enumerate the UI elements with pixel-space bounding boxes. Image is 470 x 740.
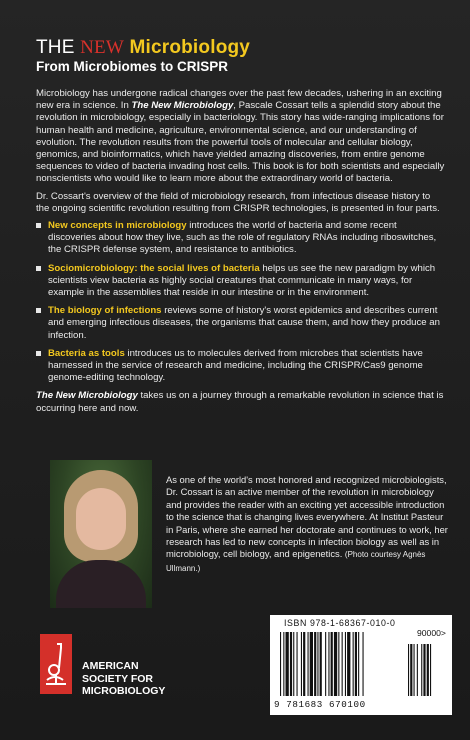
book-title	[36, 38, 250, 58]
bullet-square-icon	[36, 308, 41, 313]
bullet-square-icon	[36, 223, 41, 228]
publisher-name: AMERICAN SOCIETY FOR MICROBIOLOGY	[82, 660, 166, 697]
part-text: introduces us to molecules derived from microbes that scientists have harnessed in the service of research and medicine, including the CRISPR/Cas9 genome genome-editing technology.	[48, 347, 423, 384]
part-title: Bacteria as tools	[48, 347, 125, 359]
book-subtitle: From Microbiomes to CRISPR	[36, 59, 229, 74]
bullet-square-icon	[36, 351, 41, 356]
microscope-logo-icon	[40, 634, 72, 694]
title-block	[36, 38, 250, 74]
intro-paragraph-2: Dr. Cossart's overview of the field of microbiology research, from infectious disease history to the ongoing scientific revolution resulting from CRISPR technologies, is presented in four parts.	[36, 190, 440, 214]
part-text: helps us see the new paradigm by which scientists view bacteria as highly social creatures that communicate in many ways, for example in the assemblies that reside in our intestine or in the environment.	[48, 262, 436, 299]
title-the: THE	[36, 37, 75, 58]
part-title: Sociomicrobiology: the social lives of bacteria	[48, 262, 260, 274]
part-title: The biology of infections	[48, 305, 162, 317]
part-text: introduces the world of bacteria and some recent discoveries about how they live, such as the role of regulatory RNAs including riboswitches, the CRISPR defense system, and resistance to antibiotics.	[48, 220, 437, 256]
list-item	[36, 263, 446, 300]
photo-credit: (Photo courtesy Agnès Ullmann.)	[166, 550, 426, 573]
bio-text: As one of the world's most honored and recognized microbiologists, Dr. Cossart is an active member of the revolution in microbiology and provides the reader with an exciting yet accessible introduction to the science that is changing lives everywhere. At Institut Pasteur in Paris, where she earned her doctorate and continues to work, her research has led to new concepts in infection biology as well as in microbiology, cell biology, and epigenetics.	[166, 474, 448, 560]
title-new: NEW	[80, 37, 124, 58]
list-item	[36, 348, 446, 385]
list-item	[36, 305, 446, 342]
closing-paragraph: The New Microbiology takes us on a journey through a remarkable revolution in science that is occurring here and now.	[36, 390, 444, 414]
price-code: 90000>	[417, 628, 446, 638]
book-name-inline: The New Microbiology	[131, 100, 234, 112]
part-title: New concepts in microbiology	[48, 220, 187, 232]
bullet-square-icon	[36, 266, 41, 271]
isbn-label: ISBN 978-1-68367-010-0	[284, 618, 396, 628]
author-photo	[50, 460, 152, 608]
parts-list	[36, 220, 446, 384]
description	[36, 88, 446, 420]
intro-paragraph-1: Microbiology has undergone radical changes over the past few decades, ushering in an exciting new era in science. In The New Microbiology, Pascale Cossart tells a splendid story about the revolution in microbiology, especially in bacteriology. This story has wide-ranging implications for human health and medicine, agriculture, environmental science, and our understanding of evolution. The revolution results from the powerful tools of molecular and cellular biology, genomics, and bioinformatics, which have yielded amazing discoveries, from entire genome sequences to video of bacteria invading host cells. This book is for both scientists and especially nonscientists who would like to learn more about the extraordinary world of bacteria.	[36, 88, 445, 185]
barcode-bars	[278, 632, 448, 700]
title-microbiology: Microbiology	[129, 37, 251, 58]
part-text: reviews some of history's worst epidemics and describes current and emerging infectious diseases, the organisms that cause them, and how they produce an infection.	[48, 305, 440, 341]
list-item	[36, 220, 446, 257]
isbn-barcode	[270, 615, 452, 715]
author-bio	[166, 474, 451, 575]
book-name-inline: The New Microbiology	[36, 390, 138, 402]
barcode-number: 9 781683 670100	[274, 699, 366, 710]
